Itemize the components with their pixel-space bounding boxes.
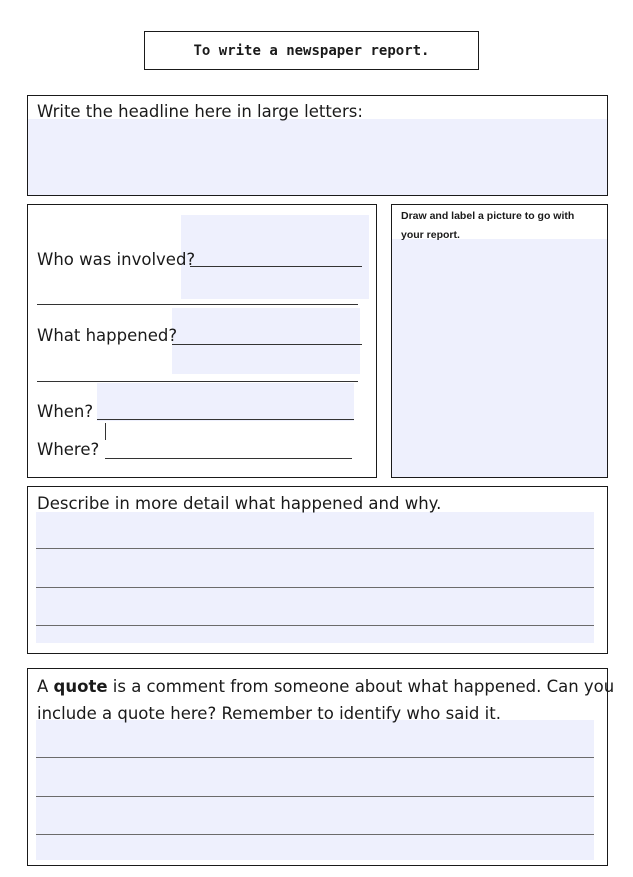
quote-prompt-line-1 [37,677,614,696]
who-line [190,266,362,267]
what-input-area[interactable] [172,308,360,374]
picture-prompt-line-2: your report. [401,229,460,241]
quote-line [36,834,594,835]
who-label: Who was involved? [37,250,196,269]
when-input-area[interactable] [97,383,354,421]
who-input-area[interactable] [181,215,369,299]
details-line [36,548,594,549]
details-input-area[interactable] [36,512,594,643]
what-line-2 [37,381,358,382]
quote-keyword: quote [53,677,108,696]
quote-prompt-line-2: include a quote here? Remember to identify who said it. [37,704,501,723]
details-prompt: Describe in more detail what happened and why. [37,494,442,513]
when-label: When? [37,402,94,421]
page-title: To write a newspaper report. [144,31,479,70]
quote-line [36,757,594,758]
where-line [105,458,352,459]
details-line [36,587,594,588]
headline-prompt: Write the headline here in large letters: [37,102,363,121]
when-line [97,419,354,420]
text-cursor [105,423,106,440]
what-label: What happened? [37,326,178,345]
quote-input-area[interactable] [36,720,594,860]
who-line-2 [37,304,358,305]
picture-draw-area[interactable] [392,239,607,477]
what-line [172,344,362,345]
where-label: Where? [37,440,100,459]
quote-rest: is a comment from someone about what happened. Can you [107,677,615,696]
headline-input-area[interactable] [28,119,607,195]
quote-line [36,796,594,797]
details-line [36,625,594,626]
quote-prefix: A [37,677,54,696]
picture-prompt-line-1: Draw and label a picture to go with [401,210,575,222]
